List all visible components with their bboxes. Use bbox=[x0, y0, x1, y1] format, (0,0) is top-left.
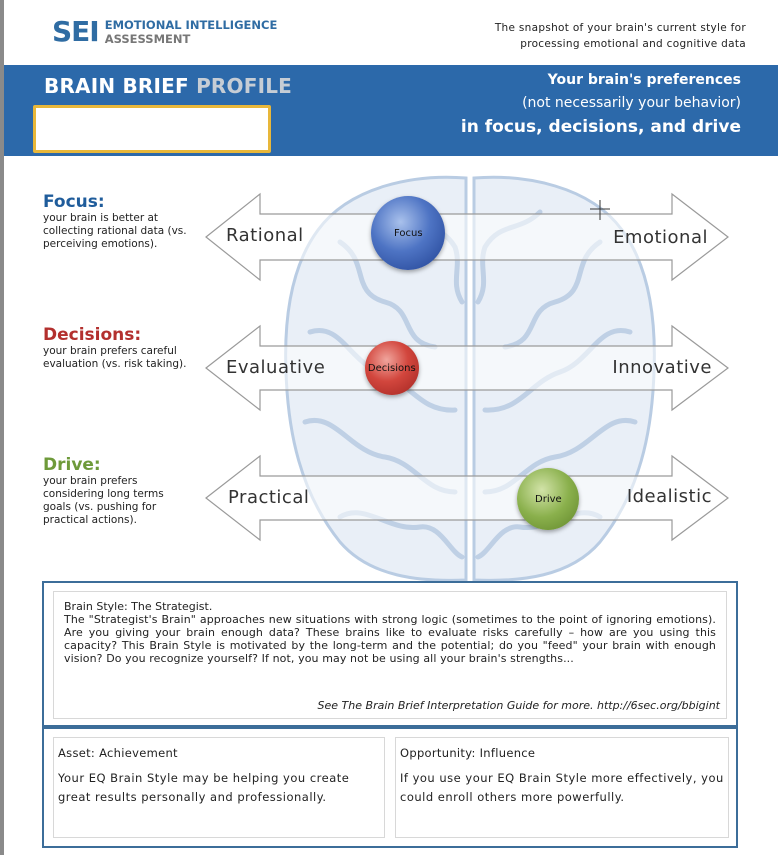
drive-left-label: Practical bbox=[228, 487, 310, 508]
decisions-right-label: Innovative bbox=[612, 357, 712, 378]
asset-text: Your EQ Brain Style may be helping you create great results personally and professionally. bbox=[58, 771, 350, 804]
asset-title: Asset: Achievement bbox=[58, 746, 178, 760]
drive-marker-label: Drive bbox=[535, 493, 562, 505]
logo-subtitle bbox=[105, 18, 278, 46]
focus-description: your brain is better at collecting rational data (vs. perceiving emotions). bbox=[43, 212, 187, 250]
sei-logo bbox=[52, 15, 278, 48]
opportunity-card bbox=[395, 737, 729, 838]
banner-title-accent: PROFILE bbox=[196, 74, 293, 98]
asset-opportunity-panel bbox=[42, 727, 738, 848]
decisions-title: Decisions: bbox=[43, 325, 142, 345]
drive-category bbox=[43, 455, 193, 527]
name-field[interactable] bbox=[33, 105, 271, 153]
focus-marker bbox=[371, 196, 445, 270]
brain-style-panel bbox=[42, 581, 738, 727]
logo-sei-mark: SEI bbox=[52, 15, 99, 48]
decisions-marker-label: Decisions bbox=[367, 362, 416, 374]
snapshot-description: The snapshot of your brain's current style for processing emotional and cognitive data bbox=[494, 22, 746, 50]
drive-right-label: Idealistic bbox=[626, 486, 712, 507]
drive-title: Drive: bbox=[43, 455, 101, 475]
preferences-line3: in focus, decisions, and drive bbox=[460, 117, 741, 137]
decisions-marker bbox=[365, 341, 419, 395]
focus-right-label: Emotional bbox=[613, 227, 708, 248]
brain-style-heading: Brain Style: The Strategist. bbox=[64, 600, 213, 613]
focus-marker-label: Focus bbox=[394, 227, 423, 239]
decisions-description: your brain prefers careful evaluation (vs. risk taking). bbox=[43, 345, 187, 370]
brain-style-inner bbox=[53, 591, 727, 719]
preferences-line2: (not necessarily your behavior) bbox=[522, 95, 741, 111]
opportunity-title: Opportunity: Influence bbox=[400, 746, 536, 760]
brain-diagram bbox=[200, 172, 740, 582]
drive-marker bbox=[517, 468, 579, 530]
banner-title-main: BRAIN BRIEF bbox=[44, 74, 189, 98]
logo-line1: EMOTIONAL INTELLIGENCE bbox=[104, 18, 278, 32]
banner-title bbox=[44, 74, 292, 98]
interpretation-guide-link[interactable]: See The Brain Brief Interpretation Guide for more. http://6sec.org/bbigint bbox=[317, 699, 720, 712]
logo-line2: ASSESSMENT bbox=[104, 32, 191, 46]
focus-category bbox=[43, 192, 193, 251]
decisions-left-label: Evaluative bbox=[226, 357, 326, 378]
asset-card bbox=[53, 737, 385, 838]
decisions-category bbox=[43, 325, 193, 371]
drive-description: your brain prefers considering long terms goals (vs. pushing for practical actions). bbox=[43, 475, 164, 526]
brain-style-text: The "Strategist's Brain" approaches new situations with strong logic (sometimes to the point of ignoring emotions). Are you giving your brain enough data? These brains like to evaluate risks carefully – how are you using this capacity? This Brain Style is motivated by the long-term and the potential; do you "feed" your brain with enough vision? Do you recognize yourself? If not, you may not be using all your brain's strengths... bbox=[64, 613, 716, 665]
focus-left-label: Rational bbox=[226, 225, 304, 246]
focus-title: Focus: bbox=[43, 192, 105, 212]
opportunity-text: If you use your EQ Brain Style more effectively, you could enroll others more powerfully. bbox=[400, 771, 724, 804]
profile-banner bbox=[4, 65, 778, 156]
preferences-line1: Your brain's preferences bbox=[547, 72, 741, 88]
